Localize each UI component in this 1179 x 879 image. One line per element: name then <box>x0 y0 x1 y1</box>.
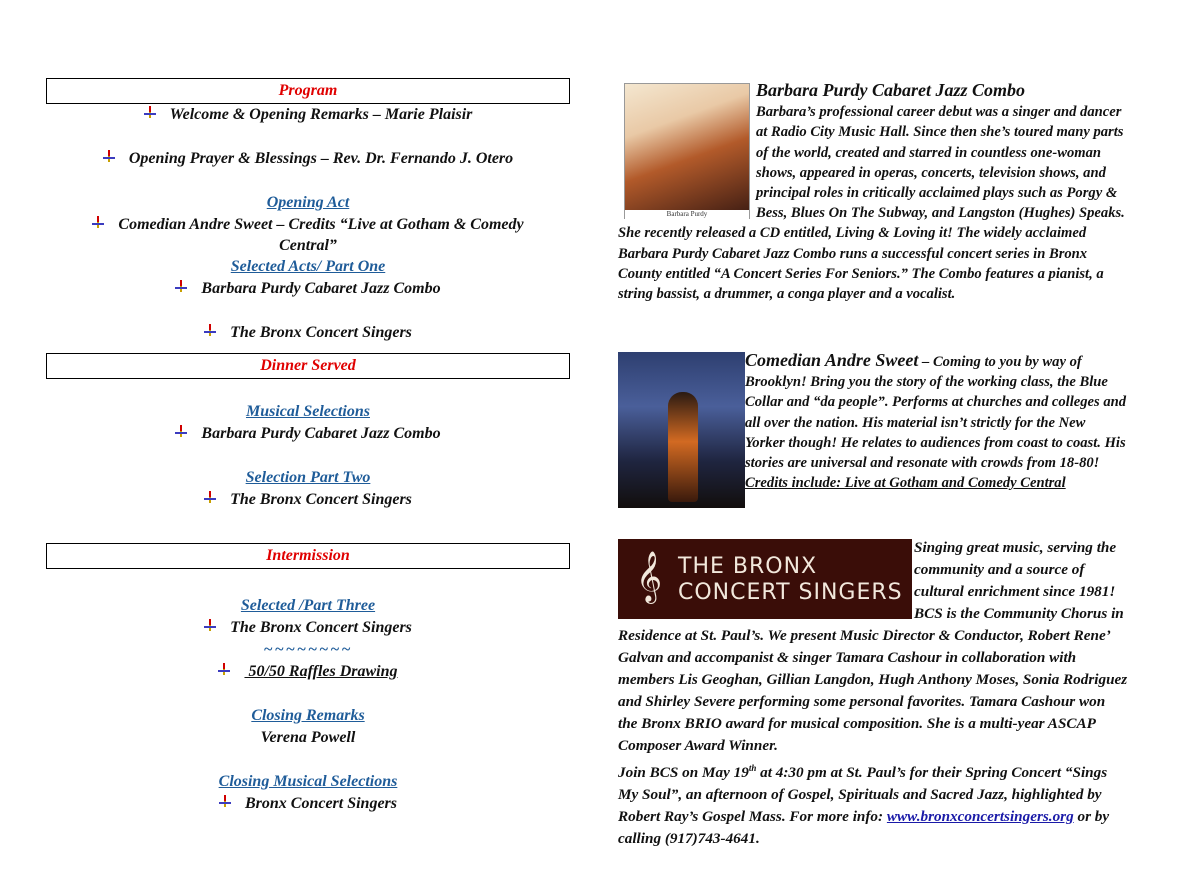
andre-photo <box>618 352 745 508</box>
barbara-text: Barbara’s professional career debut was a singer and dancer at Radio City Music Hall. Since then she’s toured many parts of the world, created and starred in countless one-woman shows, appeared in operas, concerts, television shows, and principal roles in critically acclaimed plays such as Porgy & Bess, Blues On The Subway, and Langston (Hughes) Speaks. She recently released a CD entitled, Living & Loving it! The widely acclaimed Barbara Purdy Cabaret Jazz Combo runs a successful concert series in Bronx County entitled “A Concert Series For Seniors.” The Combo features a pianist, a string bassist, a drummer, a conga player and a vocalist. <box>618 104 1125 303</box>
andre-heading: Comedian Andre Sweet <box>745 350 919 370</box>
program-column <box>46 78 570 815</box>
bcs-website-link[interactable]: www.bronxconcertsingers.org <box>886 808 1074 826</box>
part-two-item: The Bronx Concert Singers <box>46 489 570 511</box>
bullet-icon <box>175 280 187 294</box>
dinner-title: Dinner Served <box>46 353 570 379</box>
bullet-icon <box>144 106 156 120</box>
bcs-text: Singing great music, serving the community and a source of cultural enrichment since 1981! BCS is the Community Chorus in Residence at St. Paul’s. We present Music Director & Conductor, Robert Rene’ Galvan and accompanist & singer Tamara Cashour in collaboration with members Lis Geoghan, Gillian Langdon, Hugh Anthony Moses, Sonia Rodriguez and Shirley Severe performing some personal favorites. Tamara Cashour won the Bronx BRIO award for musical composition. She is a multi-year ASCAP Composer Award Winner. <box>618 539 1128 754</box>
musical-item: Barbara Purdy Cabaret Jazz Combo <box>46 423 570 445</box>
bcs-bio: 𝄞 THE BRONX CONCERT SINGERS Singing great music, serving the community and a source of cultural enrichment since 1981! BCS is the Community Chorus in Residence at St. Paul’s. We present Music Director & Conductor, Robert Rene’ Galvan and accompanist & singer Tamara Cashour in collaboration with members Lis Geoghan, Gillian Langdon, Hugh Anthony Moses, Sonia Rodriguez and Shirley Severe performing some personal favorites. Tamara Cashour won the Bronx BRIO award for musical composition. She is a multi-year ASCAP Composer Award Winner. Join BCS on May 19th at 4:30 pm at St. Paul’s for their Spring Concert “Sings My Soul”, an afternoon of Gospel, Spirituals and Sacred Jazz, highlighted by Robert Ray’s Gospel Mass. For more info: www.bronxconcertsingers.org or by calling (917)743-4641. <box>618 539 1128 848</box>
photo-caption: Barbara Purdy <box>625 210 749 219</box>
andre-bio: Comedian Andre Sweet – Coming to you by way of Brooklyn! Bring you the story of the working class, the Blue Collar and “da people”. Performs at churches and colleges and all over the nation. His material isn’t strictly for the New Yorker though! He relates to audiences from coast to coast. His stories are universal and resonate with crowds from 18-80! Credits include: Live at Gotham and Comedy Central <box>618 350 1128 530</box>
bullet-icon <box>92 216 104 230</box>
bcs-logo: 𝄞 THE BRONX CONCERT SINGERS <box>618 539 912 619</box>
part-three-item: The Bronx Concert Singers <box>46 617 570 639</box>
comedian-item: Comedian Andre Sweet – Credits “Live at Gotham & Comedy <box>46 214 570 236</box>
closing-remarks-heading[interactable]: Closing Remarks <box>251 707 365 724</box>
part-two-heading[interactable]: Selection Part Two <box>245 469 371 486</box>
bullet-icon <box>103 150 115 164</box>
opening-act-heading[interactable]: Opening Act <box>266 194 350 211</box>
bios-column <box>618 80 1128 850</box>
part-three-heading[interactable]: Selected /Part Three <box>240 597 376 614</box>
bullet-icon <box>219 795 231 809</box>
barbara-bio <box>618 80 1128 338</box>
raffle-item: 50/50 Raffles Drawing <box>46 661 570 683</box>
prayer-item: Opening Prayer & Blessings – Rev. Dr. Fernando J. Otero <box>46 148 570 170</box>
comedian-item-cont: Central” <box>279 237 337 254</box>
bullet-icon <box>204 491 216 505</box>
bullet-icon <box>204 619 216 633</box>
part-one-heading[interactable]: Selected Acts/ Part One <box>230 258 386 275</box>
bullet-icon <box>175 425 187 439</box>
welcome-item: Welcome & Opening Remarks – Marie Plaisir <box>46 104 570 126</box>
barbara-heading: Barbara Purdy Cabaret Jazz Combo <box>756 80 1026 100</box>
closing-musical-item: Bronx Concert Singers <box>46 793 570 815</box>
andre-text: Coming to you by way of Brooklyn! Bring you the story of the working class, the Blue Collar and “da people”. Performs at churches and colleges and all over the nation. His material isn’t strictly for the New Yorker though! He relates to audiences from coast to coast. His stories are universal and resonate with crowds from 18-80! <box>745 354 1127 472</box>
part-one-item-1: Barbara Purdy Cabaret Jazz Combo <box>46 278 570 300</box>
closing-remarks-name: Verena Powell <box>260 729 356 746</box>
musical-selections-heading[interactable]: Musical Selections <box>245 403 370 420</box>
program-title: Program <box>46 78 570 104</box>
closing-musical-heading[interactable]: Closing Musical Selections <box>218 773 398 790</box>
bullet-icon <box>218 663 230 677</box>
treble-clef-icon: 𝄞 <box>636 552 663 601</box>
part-one-item-2: The Bronx Concert Singers <box>46 322 570 344</box>
barbara-photo <box>624 83 750 219</box>
andre-credits: Credits include: Live at Gotham and Comedy Central <box>745 475 1066 492</box>
intermission-title: Intermission <box>46 543 570 569</box>
tilde-divider: ~~~~~~~~ <box>263 641 353 658</box>
bullet-icon <box>204 324 216 338</box>
